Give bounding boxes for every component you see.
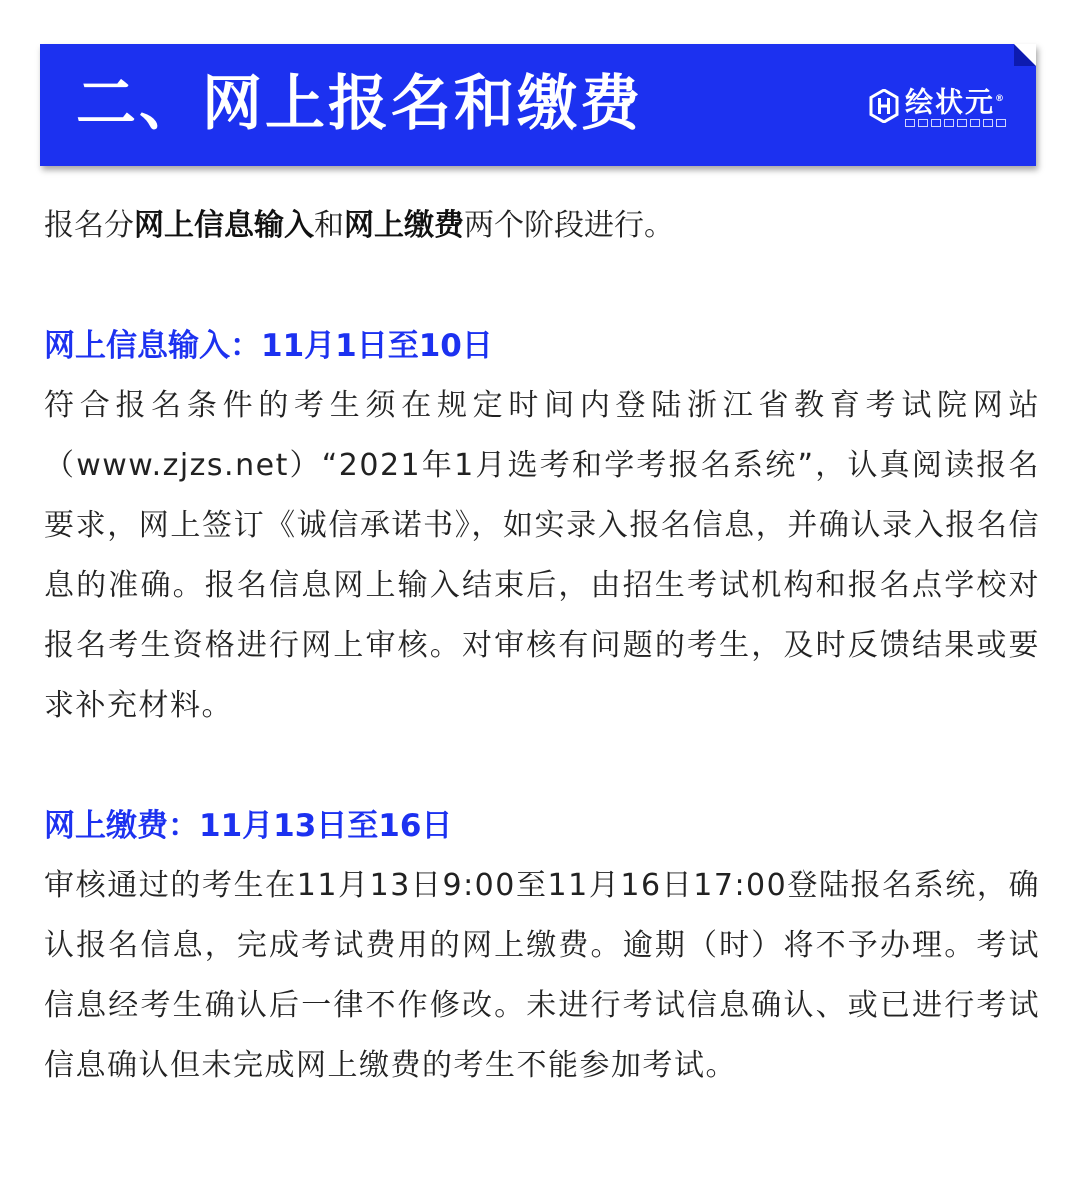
logo-sub-mark xyxy=(918,119,928,127)
section-body-payment: 审核通过的考生在11月13日9:00至11月16日17:00登陆报名系统，确认报名信息，完成考试费用的网上缴费。逾期（时）将不予办理。考试信息经考生确认后一律不作修改。未进行考试信息确认、或已进行考试信息确认但未完成网上缴费的考生不能参加考试。 xyxy=(44,868,1040,1083)
logo-sub-mark xyxy=(983,119,993,127)
section-body-info-input: 符合报名条件的考生须在规定时间内登陆浙江省教育考试院网站（www.zjzs.net）“2021年1月选考和学考报名系统”，认真阅读报名要求，网上签订《诚信承诺书》，如实录入报名信息，并确认录入报名信息的准确。报名信息网上输入结束后，由招生考试机构和报名点学校对报名考生资格进行网上审核。对审核有问题的考生，及时反馈结果或要求补充材料。 xyxy=(44,388,1040,723)
logo-sub-mark xyxy=(970,119,980,127)
spacer xyxy=(44,256,1040,316)
intro-text: 报名分 xyxy=(44,208,134,243)
logo-sub-mark xyxy=(944,119,954,127)
main-content xyxy=(44,196,1040,1096)
intro-text: 和 xyxy=(314,208,344,243)
intro-bold-text: 网上信息输入 xyxy=(134,208,314,243)
logo-sub-mark xyxy=(996,119,1006,127)
corner-fold xyxy=(1014,44,1036,66)
intro-bold-text: 网上缴费 xyxy=(344,208,464,243)
logo-name-text: 绘状元 xyxy=(904,85,995,119)
spacer xyxy=(44,736,1040,796)
header-banner xyxy=(40,44,1036,166)
section-heading-info-input: 网上信息输入：11月1日至10日 xyxy=(44,328,493,364)
logo-sub-mark xyxy=(931,119,941,127)
hexagon-h-icon xyxy=(869,89,899,123)
registered-mark: ® xyxy=(995,94,1006,104)
intro-paragraph xyxy=(44,196,1040,256)
logo-text xyxy=(905,84,1006,127)
section-heading-payment: 网上缴费：11月13日至16日 xyxy=(44,808,453,844)
intro-text: 两个阶段进行。 xyxy=(464,208,674,243)
page-title: 二、网上报名和缴费 xyxy=(76,69,643,139)
logo-sub-mark xyxy=(957,119,967,127)
brand-logo xyxy=(869,84,1006,127)
logo-name xyxy=(905,84,1006,117)
logo-sub-mark xyxy=(905,119,915,127)
logo-subtitle-marks xyxy=(905,119,1006,127)
